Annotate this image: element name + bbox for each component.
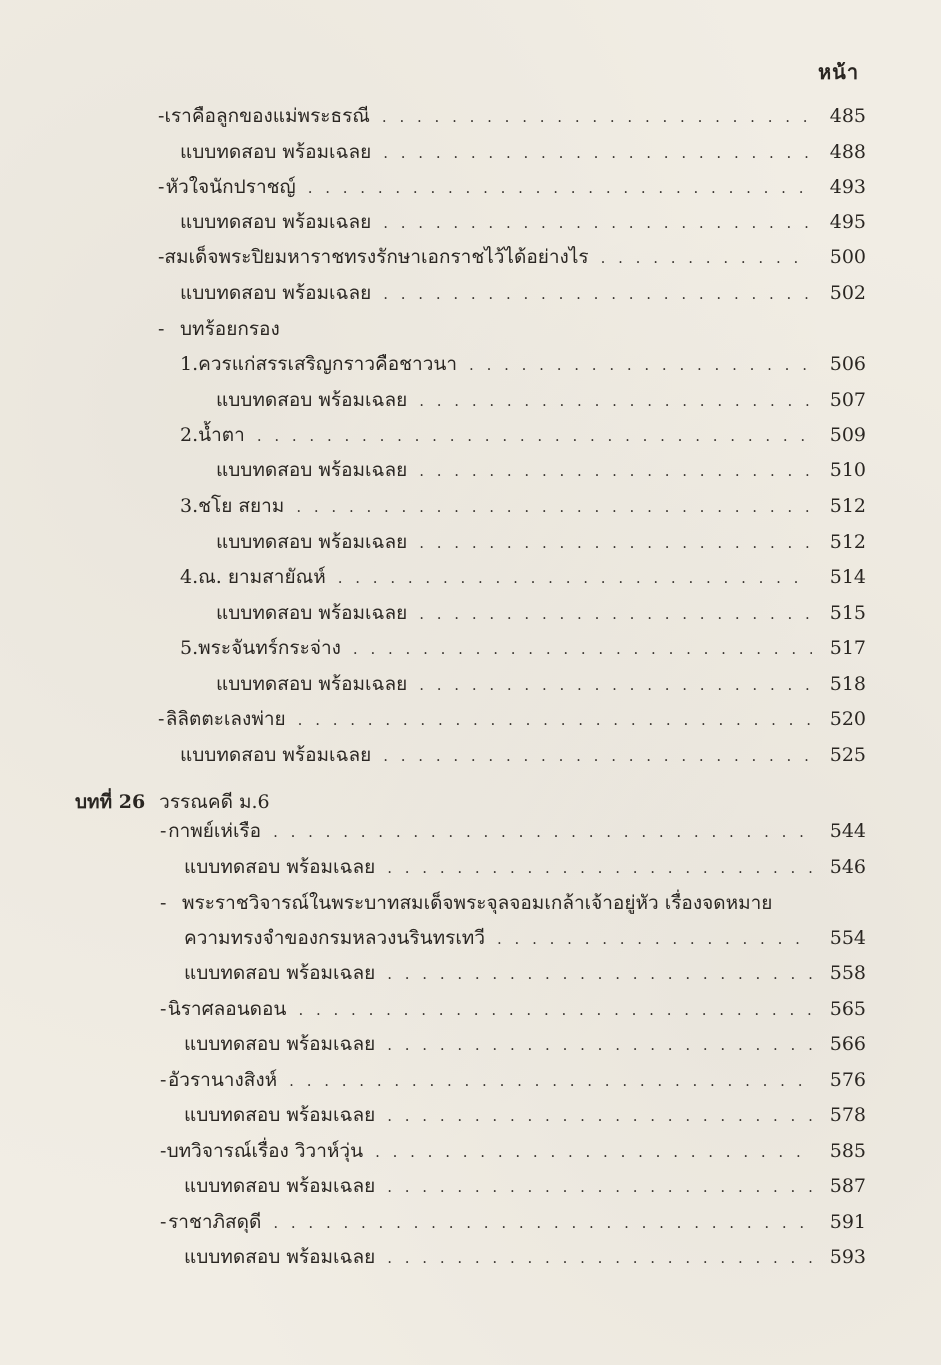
page-number: 520	[829, 708, 866, 730]
chapter-entry	[184, 958, 866, 988]
bullet-dash: -	[158, 318, 165, 340]
page-number: 500	[829, 246, 866, 268]
entry-title: ราชาภิสดุดี	[168, 1211, 262, 1233]
page-number: 493	[829, 176, 866, 198]
toc-entry	[158, 101, 866, 131]
dot-leader	[383, 747, 812, 765]
entry-title: พระราชวิจารณ์ในพระบาทสมเด็จพระจุลจอมเกล้าเจ้าอยู่หัว เรื่องจดหมาย	[182, 892, 773, 914]
bullet-dash: -	[158, 708, 165, 730]
chapter-title: วรรณคดี ม.6	[159, 791, 270, 813]
toc-entry	[180, 633, 866, 663]
page-number: 554	[829, 927, 866, 949]
toc-entry	[216, 669, 866, 699]
dot-leader	[497, 930, 812, 948]
page-number: 578	[829, 1104, 866, 1126]
entry-title: อัวรานางสิงห์	[167, 1069, 278, 1091]
chapter-entry	[160, 888, 772, 918]
bullet-dash: -	[160, 1069, 167, 1091]
entry-title: นิราศลอนดอน	[167, 998, 287, 1020]
chapter-entry	[160, 1136, 866, 1166]
toc-entry	[158, 172, 866, 202]
page-number: 518	[829, 673, 866, 695]
entry-title: ณ. ยามสายัณห์	[198, 566, 326, 588]
page-number: 485	[829, 105, 866, 127]
toc-entry	[180, 278, 866, 308]
dot-leader	[382, 108, 812, 126]
page-number: 587	[829, 1175, 866, 1197]
page-number: 506	[829, 353, 866, 375]
entry-title: แบบทดสอบ พร้อมเฉลย	[216, 602, 408, 624]
toc-entry	[216, 598, 866, 628]
page-number: 525	[829, 744, 866, 766]
page-number: 502	[829, 282, 866, 304]
entry-title: แบบทดสอบ พร้อมเฉลย	[184, 962, 376, 984]
entry-title: แบบทดสอบ พร้อมเฉลย	[216, 389, 408, 411]
entry-title: ความทรงจำของกรมหลวงนรินทรเทวี	[184, 927, 486, 949]
toc-entry	[158, 704, 866, 734]
toc-entry	[180, 349, 866, 379]
bullet-dash: -	[160, 1140, 167, 1162]
dot-leader	[296, 498, 812, 516]
dot-leader	[308, 179, 812, 197]
page-number: 566	[829, 1033, 866, 1055]
item-number: 3.	[180, 495, 199, 517]
dot-leader	[387, 1036, 812, 1054]
page-number: 512	[829, 495, 866, 517]
entry-title: หัวใจนักปราชญ์	[165, 176, 296, 198]
toc-entry	[180, 420, 866, 450]
item-number: 1.	[180, 353, 199, 375]
chapter-entry	[160, 816, 866, 846]
entry-title: แบบทดสอบ พร้อมเฉลย	[184, 1246, 376, 1268]
page-number: 517	[829, 637, 866, 659]
page-number: 558	[829, 962, 866, 984]
dot-leader	[419, 462, 812, 480]
chapter-entry	[184, 852, 866, 882]
dot-leader	[383, 285, 812, 303]
dot-leader	[375, 1143, 812, 1161]
chapter-entry	[160, 1065, 866, 1095]
item-number: 5.	[180, 637, 199, 659]
entry-title: บทร้อยกรอง	[180, 318, 280, 340]
entry-title: แบบทดสอบ พร้อมเฉลย	[180, 211, 372, 233]
dot-leader	[419, 605, 812, 623]
page-column-label: หน้า	[818, 60, 860, 84]
entry-title: พระจันทร์กระจ่าง	[198, 637, 341, 659]
dot-leader	[419, 392, 812, 410]
chapter-entry	[184, 1029, 866, 1059]
chapter-entry	[184, 923, 866, 953]
dot-leader	[419, 676, 812, 694]
dot-leader	[353, 640, 812, 658]
dot-leader	[257, 427, 812, 445]
page-number: 488	[829, 141, 866, 163]
chapter-number: บทที่ 26	[75, 791, 146, 813]
dot-leader	[298, 1001, 812, 1019]
toc-entry	[158, 314, 280, 344]
dot-leader	[387, 859, 812, 877]
bullet-dash: -	[160, 1211, 167, 1233]
dot-leader	[387, 1249, 812, 1267]
bullet-dash: -	[160, 892, 167, 914]
dot-leader	[338, 569, 812, 587]
entry-title: แบบทดสอบ พร้อมเฉลย	[184, 1033, 376, 1055]
toc-entry	[180, 137, 866, 167]
toc-entry	[180, 740, 866, 770]
page-number: 591	[829, 1211, 866, 1233]
page-number: 544	[829, 820, 866, 842]
entry-title: สมเด็จพระปิยมหาราชทรงรักษาเอกราชไว้ได้อย่างไร	[164, 246, 589, 268]
bullet-dash: -	[158, 105, 165, 127]
dot-leader	[387, 1178, 812, 1196]
entry-title: แบบทดสอบ พร้อมเฉลย	[216, 673, 408, 695]
entry-title: แบบทดสอบ พร้อมเฉลย	[180, 744, 372, 766]
dot-leader	[387, 965, 812, 983]
dot-leader	[469, 356, 812, 374]
dot-leader	[383, 214, 812, 232]
entry-title: เราคือลูกของแม่พระธรณี	[164, 105, 370, 127]
item-number: 4.	[180, 566, 199, 588]
item-number: 2.	[180, 424, 199, 446]
page-number: 585	[829, 1140, 866, 1162]
dot-leader	[298, 711, 812, 729]
entry-title: แบบทดสอบ พร้อมเฉลย	[184, 856, 376, 878]
bullet-dash: -	[158, 176, 165, 198]
entry-title: ควรแก่สรรเสริญกราวคือชาวนา	[198, 353, 458, 375]
toc-entry	[158, 242, 866, 272]
toc-entry	[216, 527, 866, 557]
entry-title: แบบทดสอบ พร้อมเฉลย	[184, 1175, 376, 1197]
dot-leader	[289, 1072, 812, 1090]
page-number: 495	[829, 211, 866, 233]
bullet-dash: -	[158, 246, 165, 268]
page-number: 514	[829, 566, 866, 588]
entry-title: แบบทดสอบ พร้อมเฉลย	[180, 282, 372, 304]
entry-title: ชโย สยาม	[198, 495, 285, 517]
entry-title: แบบทดสอบ พร้อมเฉลย	[216, 531, 408, 553]
chapter-entry	[184, 1100, 866, 1130]
toc-entry	[216, 385, 866, 415]
toc-entry	[180, 491, 866, 521]
entry-title: แบบทดสอบ พร้อมเฉลย	[216, 459, 408, 481]
page-number: 593	[829, 1246, 866, 1268]
page-number: 509	[829, 424, 866, 446]
toc-entry	[216, 455, 866, 485]
dot-leader	[383, 144, 812, 162]
page-number: 565	[829, 998, 866, 1020]
entry-title: แบบทดสอบ พร้อมเฉลย	[184, 1104, 376, 1126]
chapter-entry	[184, 1242, 866, 1272]
toc-entry	[180, 207, 866, 237]
chapter-heading	[75, 787, 270, 817]
entry-title: บทวิจารณ์เรื่อง วิวาห์วุ่น	[166, 1140, 364, 1162]
dot-leader	[273, 1214, 812, 1232]
bullet-dash: -	[160, 820, 167, 842]
page-number: 546	[829, 856, 866, 878]
chapter-entry	[160, 994, 866, 1024]
entry-title: น้ำตา	[198, 424, 245, 446]
bullet-dash: -	[160, 998, 167, 1020]
chapter-entry	[184, 1171, 866, 1201]
page-number: 507	[829, 389, 866, 411]
chapter-entry	[160, 1207, 866, 1237]
entry-title: กาพย์เห่เรือ	[168, 820, 262, 842]
dot-leader	[273, 823, 812, 841]
entry-title: ลิลิตตะเลงพ่าย	[165, 708, 286, 730]
page-number: 512	[829, 531, 866, 553]
page-number: 510	[829, 459, 866, 481]
page-number: 576	[829, 1069, 866, 1091]
toc-entry	[180, 562, 866, 592]
entry-title: แบบทดสอบ พร้อมเฉลย	[180, 141, 372, 163]
page-number: 515	[829, 602, 866, 624]
dot-leader	[601, 249, 812, 267]
dot-leader	[387, 1107, 812, 1125]
dot-leader	[419, 534, 812, 552]
